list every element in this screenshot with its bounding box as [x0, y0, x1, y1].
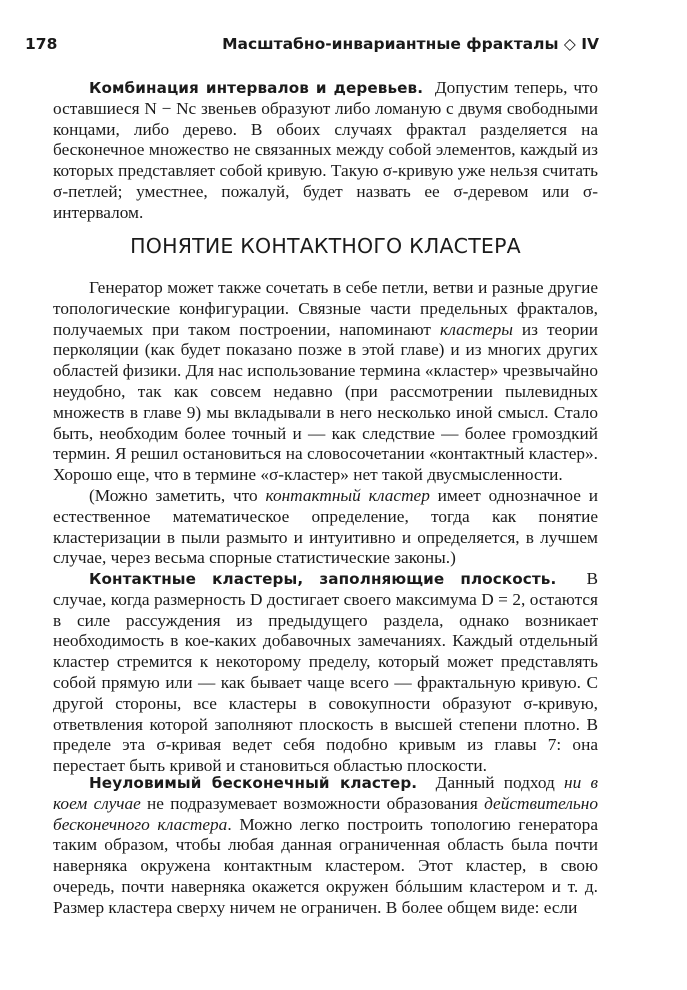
paragraph-text: Допустим теперь, что оставшиеся N − Nc звеньев образуют либо ломаную с двумя свободными концами, либо дерево. В обоих случаях фрактал разделяется на бесконечное множество не связанных между собой элементов, каждый из которых представляет собой кривую. Такую σ-кривую уже нельзя считать σ-петлей; уместнее, пожалуй, будет назвать ее σ-деревом или σ-интервалом. — [53, 78, 598, 222]
text-run: из теории перколяции (как будет показано позже в этой главе) и из многих других областей физики. Для нас использование термина «кластер» чрезвычайно неудобно, так как совсем недавно (при рассмотрении пылевидных множеств в главе 9) мы вкладывали в него несколько иной смысл. Стало быть, необходим более точный и — как следствие — более громоздкий термин. Я решил остановиться на словосочетании «контактный кластер». Хорошо еще, что в термине «σ-кластер» нет такой двусмысленности. — [53, 319, 598, 485]
paragraph-infinite-cluster — [53, 773, 598, 919]
paragraph-heading: Комбинация интервалов и деревьев. — [89, 79, 424, 97]
text-run: (Можно заметить, что — [89, 485, 266, 505]
text-run: не подразумевает возможности образования — [140, 793, 485, 813]
section-body — [53, 278, 598, 569]
emphasis: действительно бесконечного кластера — [53, 793, 598, 834]
paragraph-text: В случае, когда размерность D достигает своего максимума D = 2, остаются в силе рассуждения из предыдущего раздела, однако возникает необходимость в кое-каких добавочных замечаниях. Каждый отдельный кластер стремится к некоторому пределу, который может представлять собой прямую или — как бывает чаще всего — фрактальную кривую. С другой стороны, все кластеры в совокупности образуют σ-кривую, ответвления которой заполняют плоскость в высшей степени плотно. В пределе эта σ-кривая ведет себя подобно кривым из главы 7: она перестает быть кривой и становиться областью плоскости. — [53, 569, 598, 776]
paragraph-combination-intervals — [53, 78, 598, 224]
section-title: ПОНЯТИЕ КОНТАКТНОГО КЛАСТЕРА — [130, 234, 521, 258]
text-run: Генератор может также сочетать в себе петли, ветви и разные другие топологические конфигурации. Связные части предельных фракталов, получаемых при таком построении, напоминают — [53, 278, 598, 339]
paragraph-remark — [53, 486, 598, 569]
page-number: 178 — [25, 35, 58, 53]
emphasis: ни в коем случае — [53, 773, 598, 813]
paragraph-plane-filling — [53, 569, 598, 777]
text-run: имеет однозначное и естественное математическое определение, тогда как понятие кластеризации в пыли размыто и интуитивно и определяется, в лучшем случае, через весьма спорные статистические законы.) — [53, 485, 598, 568]
paragraph-heading: Неуловимый бесконечный кластер. — [89, 774, 418, 792]
emphasis: кластеры — [439, 319, 513, 339]
paragraph-heading: Контактные кластеры, заполняющие плоскость. — [89, 570, 557, 588]
text-run: . Можно легко построить топологию генератора таким образом, чтобы любая данная ограниченная область была почти наверняка окружена контактным кластером. Этот кластер, в свою очередь, почти наверняка окажется окружен бóльшим кластером и т. д. Размер кластера сверху ничем не ограничен. В более общем виде: если — [53, 814, 598, 917]
running-title: Масштабно-инвариантные фракталы ◇ IV — [222, 35, 599, 53]
text-run: Данный подход — [435, 773, 565, 792]
emphasis: контактный кластер — [265, 485, 430, 505]
running-header — [25, 35, 599, 57]
paragraph-generator — [53, 278, 598, 486]
